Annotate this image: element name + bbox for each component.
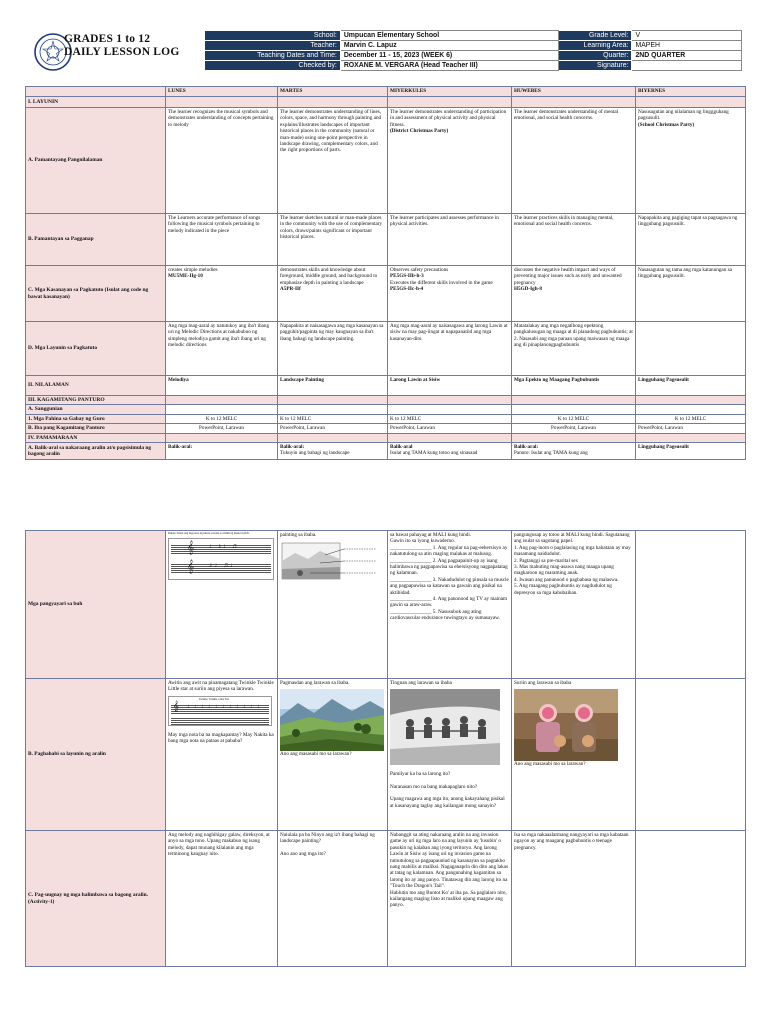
lawin-at-sisiw-game-image	[390, 689, 500, 765]
treble-clef-icon: 𝄞	[187, 540, 195, 555]
twinkle-song-sheet	[168, 696, 272, 726]
cell-huwebes: PowerPoint, Larawan	[512, 424, 636, 433]
cell-huwebes: K to 12 MELC	[512, 414, 636, 423]
cell-martes: K to 12 MELC	[278, 414, 388, 423]
cell-martes: demonstrates skills and knowledge about foreground, middle ground, and background to emphasize depth in painting a landscape A5PR-IIf	[278, 266, 388, 322]
cell-lunes: Ang melody ang naghihigay galaw, direksyon, at anyo sa mga tono. Upang makabuo ng isang melody, dapat munang kilalanin ang mga terminong kaugnay nito.	[166, 831, 278, 967]
cell-martes: The learner sketches natural or man-made places in the community with the use of complementary colors, draws/paints significant or important historical places.	[278, 214, 388, 266]
info-row	[205, 61, 742, 71]
row-label: A. Pamantayang Pangnilalaman	[26, 108, 166, 214]
cell-miyerkules: PowerPoint, Larawan	[388, 424, 512, 433]
cell-biyernes: Nasasagutan ng tama ang mga katanungan sa lingguhang pagsusulit.	[636, 266, 746, 322]
pamamaraan-section-row	[26, 433, 746, 442]
competency-code: A5PR-IIf	[280, 286, 301, 293]
title-line-1: GRADES 1 to 12	[64, 33, 151, 45]
day-header-martes: MARTES	[278, 87, 388, 97]
cell-lunes: The Learners accurate performance of songs following the musical symbols pertaining to melody indicated in the piece	[166, 214, 278, 266]
cell-huwebes: Suriin ang larawan sa ibaba Ano ang masasabi mo sa larawan?	[512, 679, 636, 831]
cell-biyernes	[636, 679, 746, 831]
cell-lunes: The learner recognizes the musical symbols and demonstrates understanding of concepts pertaining to melody	[166, 108, 278, 214]
row-label: B. Iba pang Kagamitang Panturo	[26, 424, 166, 433]
sanggunian-heading: A. Sanggunian	[26, 405, 166, 414]
music-note-icon: ♩ ♪ ♩ ♫	[209, 542, 237, 551]
grade-level-label: Grade Level:	[559, 31, 632, 41]
pangyayari-row	[26, 531, 746, 679]
school-label: School:	[205, 31, 341, 41]
cell-lunes: Awitin ang awit na pinamagatang Twinkle Twinkle Little star at suriin ang piyesa sa larawan. Twinkle, Twinkle, Little Star 𝄞 ♩♩♩♩♩♩♩♩♩♩♩ May mga nota ba na magkapantay? May Nakita ka bang mga nota na pataas at pababa?	[166, 679, 278, 831]
layunin-sa-pagkatuto-row	[26, 322, 746, 376]
cell-lunes: PowerPoint, Larawan	[166, 424, 278, 433]
day-header-biyernes: BIYERNES	[636, 87, 746, 97]
cell-biyernes: Lingguhang Pagsusulit	[636, 376, 746, 396]
cell-lunes: K to 12 MELC	[166, 414, 278, 423]
cell-miyerkules: Nabanggit sa ating nakaraang aralin na ang invasion game ay uri ng mga laro na ang layunin ay 'lusubin' o pasukin ng kalaban ang iyong teritoryo. Ang larong Lawin at Sisiw ay isang uri ng invasion game na tumutulong sa pagpapaunlad ng kasanayan sa pagtakbo nang mabilis at maliksi. Nagaganaprin din dito ang lakas at tatag ng kalamnan. Ang pangunahing kagamitan sa larong ito ay ang panyo. Tinatawag din ang larong ito na "Touch the Dragon's Tail". Hablutin mo ang Buntot Ko' at iba pa. Sa paglalaro nito, kailangang maging listo at maliksi upang maagaw ang panyo.	[388, 831, 512, 967]
cell-miyerkules: sa bawat pahayag at MALI kung hindi. Gawin ito sa iyong kuwaderno. ________________ 1. Ang regular na pag-eehersisyo ay nakatutulong sa atin maging malakas at malusog. ________________ 2. Ang pagpapainit-up ay isang halimbawa ng pagpapawisa sa ehersisyong nagpapatatag ng kalamnan. ________________ 3. Nakadudulot ng pinsala sa muscle ang pagpapawisa sa katawan sa gawain ang pisikal na aktibidad. ________________ 4. Ang panonood ng TV ay mainam gawin sa araw-araw. ________________ 5. Nasusubok ang ating cardiovascular endurance tuwingtayo ay sumasayaw.	[388, 531, 512, 679]
title-line-2: DAILY LESSON LOG	[64, 46, 180, 58]
day-header-huwebes: HUWEBES	[512, 87, 636, 97]
header-info-table	[204, 30, 742, 71]
learning-area-label: Learning Area:	[559, 41, 632, 51]
cell-martes: painting sa ibaba.	[278, 531, 388, 679]
pamamaraan-heading: IV. PAMAMARAAN	[26, 433, 166, 442]
row-label: A. Balik-aral sa nakaraang aralin at/o pagsisimula ng bagong aralin	[26, 443, 166, 460]
cell-lunes: Ang mga mag-aaral ay natutukoy ang iba't ibang uri ng Melodic Directions at nakabubuo ng simpleng melodiya gamit ang iba't ibang uri ng melodic directions	[166, 322, 278, 376]
pag-uugnay-row	[26, 831, 746, 967]
cell-huwebes: pangungusap ay totoo at MALI kung hindi. Sagutanang ang isulat sa sagutang papel. 1. Ang pag-inom o paglalasing ng mga kabataan ay may masamang naidudulot. 2. Pagtanggi sa pre-marital sex 3. Mas mabuting mag-asawa nang maaga upang magkaroon ng maraming anak. 4. Iwasan ang panunood o pagbabasa ng malaswa. 5. Ang maagang pagbubuntis ay nagdudulot ng depresyon sa mga kabubaihan.	[512, 531, 636, 679]
teenage-mothers-photo	[514, 689, 618, 761]
list-item: ________________ 5. Nasusubok ang ating cardiovascular endurance tuwingtayo ay sumasayaw.	[390, 608, 500, 622]
checked-by-value: ROXANE M. VERGARA (Head Teacher III)	[340, 61, 558, 71]
cell-martes: PowerPoint, Larawan	[278, 424, 388, 433]
pamantayang-pangnilalaman-row	[26, 108, 746, 214]
info-row	[205, 51, 742, 61]
blank-header-cell	[26, 87, 166, 97]
cell-biyernes: K to 12 MELC	[636, 414, 746, 423]
lesson-log-table-page-1	[25, 86, 746, 460]
pamantayan-sa-pagganap-row	[26, 214, 746, 266]
cell-biyernes: Lingguhang Pagsusulit	[636, 443, 746, 460]
cell-miyerkules: Balik-aral Isulat ang TAMA kung totoo ang sinasaad	[388, 443, 512, 460]
list-item: 1. Ang pag-inom o paglalasing ng mga kabataan ay may masamang naidudulot.	[514, 544, 631, 558]
grade-level-value: V	[632, 31, 742, 41]
cell-martes: Balik-aral: Tukuyin ang bahagi ng landscape	[278, 443, 388, 460]
teacher-value: Marvin C. Lapuz	[340, 41, 558, 51]
cell-lunes: Balik-aral:	[166, 443, 278, 460]
checked-by-label: Checked by:	[205, 61, 341, 71]
nilalaman-row	[26, 376, 746, 396]
cell-huwebes: discusses the negative health impact and ways of preventing major issues such as early and unwanted pregnancy H5GD-Igh-8	[512, 266, 636, 322]
list-item: 4. Iwasan ang panunood o pagbabasa ng malaswa.	[514, 576, 619, 583]
cell-biyernes: Nasusagutan ang nilalaman ng linggguhang pagsusulit. (School Christmas Party)	[636, 108, 746, 214]
music-scale-worksheet	[168, 538, 274, 580]
cell-huwebes: Balik-aral: Panuto: Isulat ang TAMA kung ang	[512, 443, 636, 460]
teaching-dates-value: December 11 - 15, 2023 (WEEK 6)	[340, 51, 558, 61]
info-row	[205, 31, 742, 41]
cell-biyernes	[636, 531, 746, 679]
list-item: ________________ 3. Nakadudulot ng pinsala sa muscle ang pagpapawisa sa katawan sa gawain ang pisikal na aktibidad.	[390, 576, 509, 596]
learning-area-value: MAPEH	[632, 41, 742, 51]
treble-clef-icon: 𝄞	[173, 700, 179, 712]
sanggunian-row	[26, 405, 746, 414]
gabay-ng-guro-row	[26, 414, 746, 423]
landscape-parts-diagram	[280, 541, 380, 581]
quarter-label: Quarter:	[559, 51, 632, 61]
cell-miyerkules: Observes safety precautions PE5GS-IIb-h-3 Executes the different skills involved in the game PE5GS-IIc-h-4	[388, 266, 512, 322]
cell-huwebes: Isa sa mga nakaaalarmang nangyayari sa mga kabataan ngayon ay ang maagang pagbubuntis o teenage pregnancy.	[512, 831, 636, 967]
competency-code: PE5GS-IIc-h-4	[390, 286, 424, 293]
day-header-lunes: LUNES	[166, 87, 278, 97]
competency-code: MU5ME-IIg-10	[168, 273, 203, 280]
lesson-log-table-page-2	[25, 530, 746, 967]
kagamitan-heading: III. KAGAMITANG PANTURO	[26, 396, 166, 405]
school-value: Umpucan Elementary School	[340, 31, 558, 41]
competency-code: H5GD-Igh-8	[514, 286, 542, 293]
paghahabi-row	[26, 679, 746, 831]
row-label: B. Paghahabi sa layunin ng aralin	[26, 679, 166, 831]
row-label: 1. Mga Pahina sa Gabay ng Guro	[26, 414, 166, 423]
music-note-icon: ♩♩♩♩♩♩♩♩♩♩♩	[187, 703, 264, 710]
cell-martes: Naiulala pa ba Ninyo ang iz't ibang bahagi ng landscape painting? Ano ano ang mga ito?	[278, 831, 388, 967]
teaching-dates-label: Teaching Dates and Time:	[205, 51, 341, 61]
row-label: B. Pamantayan sa Pagganap	[26, 214, 166, 266]
worksheet-caption: Panuto: Isulat ang mga nota ng iskala at isulat sa ilalim ng musical pitch.	[168, 532, 250, 535]
layunin-heading: I. LAYUNIN	[26, 97, 166, 108]
iba-pang-kagamitan-row	[26, 424, 746, 433]
kagamitan-section-row	[26, 396, 746, 405]
list-item: ________________ 2. Ang pagpapainit-up ay isang halimbawa ng pagpapawisa sa ehersisyong nagpapatatag ng kalamnan.	[390, 557, 508, 577]
cell-miyerkules: The learner participates and assesses performance in physical activities.	[388, 214, 512, 266]
cell-huwebes: The learner practices skills in managing mental, emotional and social health concerns.	[512, 214, 636, 266]
cell-miyerkules: The learner demonstrates understanding of participation in and assessment of physical activity and physical fitness. (District Christmas Party)	[388, 108, 512, 214]
cell-martes: Landscape Painting	[278, 376, 388, 396]
cell-biyernes: PowerPoint, Larawan	[636, 424, 746, 433]
signature-value	[632, 61, 742, 71]
dll-header	[30, 30, 742, 74]
row-label: Mga pangyayari sa buh	[26, 531, 166, 679]
day-header-row	[26, 87, 746, 97]
day-header-miyerkules: MIYERKULES	[388, 87, 512, 97]
info-row	[205, 41, 742, 51]
cell-martes: The learner demonstrates understanding of lines, colors, space, and harmony through painting and explains/illustrates landscapes of important historical places in the community (natural or man-made) using one-point perspective in landscape drawing, complementary colors, and the right proportions of parts.	[278, 108, 388, 214]
dll-title	[64, 33, 179, 59]
district-party-note: (District Christmas Party)	[390, 128, 449, 135]
row-label: D. Mga Layunin sa Pagkatuto	[26, 322, 166, 376]
signature-label: Signature:	[559, 61, 632, 71]
balik-aral-row	[26, 443, 746, 460]
list-item: 2. Pagtanggi sa pre-marital sex	[514, 557, 579, 564]
song-title: Twinkle, Twinkle, Little Star	[199, 697, 229, 701]
cell-lunes	[166, 531, 278, 679]
cell-huwebes: The learner demonstrates understanding of mental emotional, and social health concerns.	[512, 108, 636, 214]
layunin-section-row	[26, 97, 746, 108]
cell-martes: Napapakita at naisasagawa ang mga kasanayan sa pagguhit/pagpinta ng may kaugnayan sa iba't ibang bahagi ng landscape painting.	[278, 322, 388, 376]
cell-lunes: creates simple melodies MU5ME-IIg-10	[166, 266, 278, 322]
row-label: C. Pag-uugnay ng mga halimbawa sa bagong aralin. (Activity-1)	[26, 831, 166, 967]
school-party-note: (School Christmas Party)	[638, 121, 695, 128]
cell-huwebes: Matatalakay ang mga negatibong epektong pangkalusugan ng maaga at di planadong pagbubuntis; at 2. Nasasabi ang mga paraan upang maiwasan ng maaga ang di pinaplanongpagbubuntis	[512, 322, 636, 376]
competency-code: PE5GS-IIb-h-3	[390, 273, 424, 280]
landscape-painting-image	[280, 689, 384, 751]
row-label: C. Mga Kasanayan sa Pagkatuto (Isulat ang code ng bawat kasanayan)	[26, 266, 166, 322]
music-note-icon: ♪ ♩ ♫ ♩	[209, 561, 237, 570]
list-item: ________________ 4. Ang panonood ng TV ay mainam gawin sa araw-araw.	[390, 596, 508, 609]
cell-lunes: Melodiya	[166, 376, 278, 396]
list-item: 5. Ang maagang pagbubuntis ay nagdudulot ng depresyon sa mga kabubaihan.	[514, 583, 612, 596]
cell-miyerkules: Ang mga mag-aaral ay naisasagawa ang larong Lawin at sisiw na may pag-iingat at napapanatiid ang mga kasanayan-dito.	[388, 322, 512, 376]
row-label: II. NILALAMAN	[26, 376, 166, 396]
cell-miyerkules: Tingnan ang larawan sa ibaba Pamilyar ka ba sa larong ito? Naranasan mo na bang makapaglaro nito? Upang magawa ang mga ito, anong kakayahang pisikal at kasanayang taglay ang kailangan mong sanayin?	[388, 679, 512, 831]
cell-biyernes	[636, 831, 746, 967]
cell-huwebes: Mga Epekto ng Maagang Pagbubuntis	[512, 376, 636, 396]
cell-biyernes	[636, 322, 746, 376]
list-item: ________________ 1. Ang regular na pag-eehersisyo ay nakatutulong sa atin maging malakas at malusog.	[390, 544, 508, 558]
cell-biyernes: Napapakita ang pagiging tapat sa pagsagawa ng lingguhang pagsusulit.	[636, 214, 746, 266]
teacher-label: Teacher:	[205, 41, 341, 51]
cell-miyerkules: Larong Lawin at Sisiw	[388, 376, 512, 396]
list-item: 3. Mas mabuting mag-asawa nang maaga upang magkaroon ng maraming anak.	[514, 564, 614, 577]
quarter-value: 2ND QUARTER	[632, 51, 742, 61]
cell-martes: Pagmasdan ang larawan sa ibaba. Ano ang masasabi mo sa larawan?	[278, 679, 388, 831]
treble-clef-icon: 𝄞	[187, 559, 195, 574]
cell-miyerkules: K to 12 MELC	[388, 414, 512, 423]
kasanayan-sa-pagkatuto-row	[26, 266, 746, 322]
